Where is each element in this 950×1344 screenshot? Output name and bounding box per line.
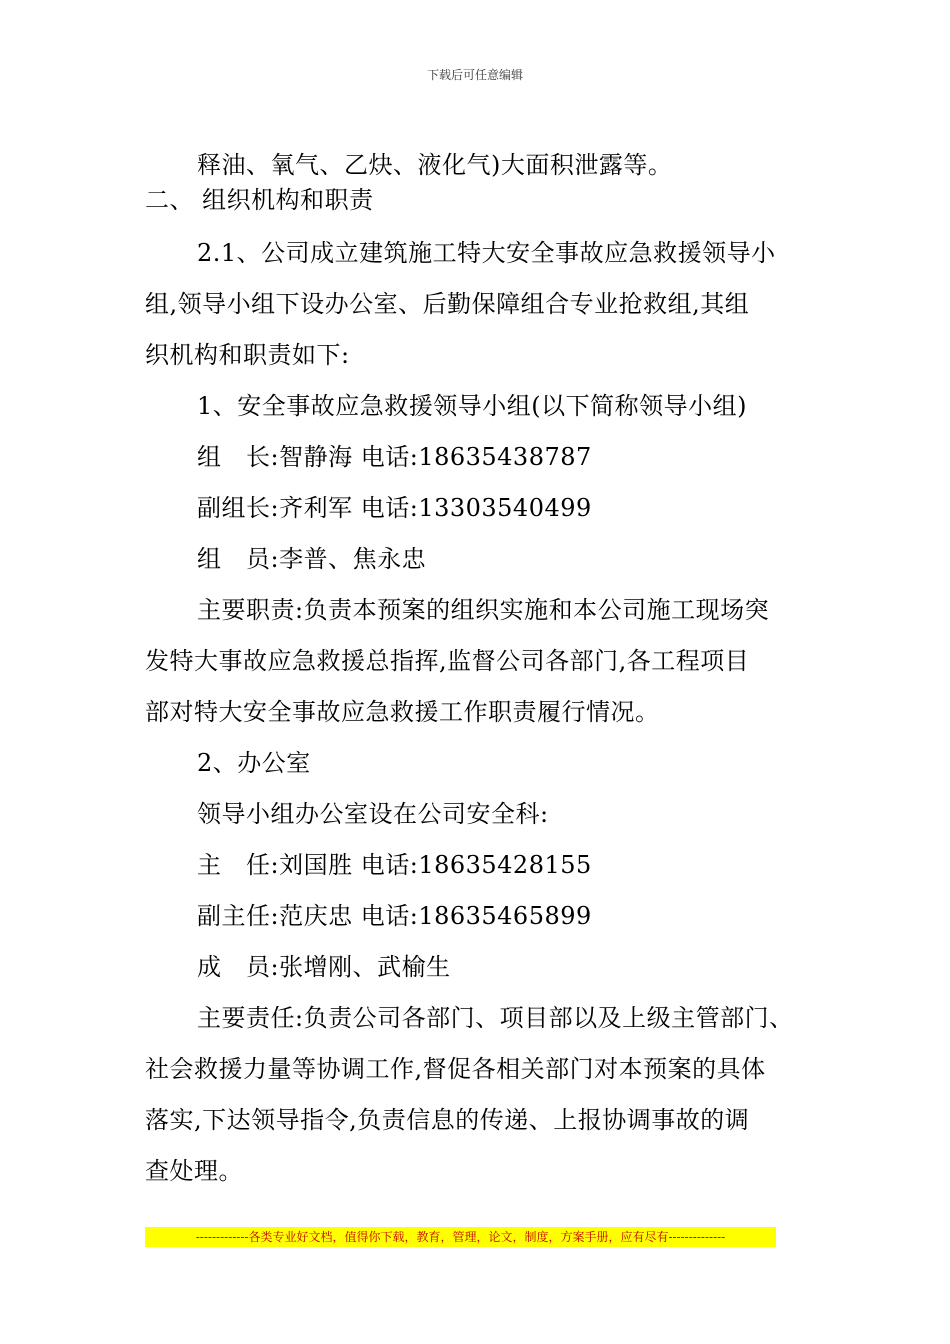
- leader-phone: 电话:18635438787: [360, 443, 592, 471]
- leader-row: [197, 442, 592, 472]
- text-line: 释油、氧气、乙炔、液化气)大面积泄露等。: [197, 151, 673, 179]
- leader-name: 组 长:智静海: [197, 443, 353, 471]
- deputy-director-name: 副主任:范庆忠: [197, 902, 353, 930]
- text-line: 织机构和职责如下:: [145, 341, 350, 369]
- director-name: 主 任:刘国胜: [197, 851, 353, 879]
- deputy-leader-phone: 电话:13303540499: [360, 494, 592, 522]
- text-line: 主要职责:负责本预案的组织实施和本公司施工现场突: [197, 596, 770, 624]
- text-line: 领导小组办公室设在公司安全科:: [197, 800, 549, 828]
- subheading: 2、办公室: [197, 749, 311, 777]
- members-row: 组 员:李普、焦永忠: [197, 545, 427, 573]
- text-line: 部对特大安全事故应急救援工作职责履行情况。: [145, 698, 660, 726]
- section-heading: 二、 组织机构和职责: [145, 186, 374, 214]
- subheading: 1、安全事故应急救援领导小组(以下简称领导小组): [197, 392, 747, 420]
- text-line: 社会救援力量等协调工作,督促各相关部门对本预案的具体: [145, 1055, 766, 1083]
- page-footer-banner: -------------各类专业好文档，值得你下载，教育，管理，论文，制度，方案手册，应有尽有--------------: [145, 1227, 776, 1247]
- deputy-director-row: [197, 901, 592, 931]
- deputy-leader-name: 副组长:齐利军: [197, 494, 353, 522]
- text-line: 查处理。: [145, 1157, 243, 1185]
- director-phone: 电话:18635428155: [360, 851, 592, 879]
- text-line: 2.1、公司成立建筑施工特大安全事故应急救援领导小: [197, 239, 776, 267]
- director-row: [197, 850, 592, 880]
- deputy-director-phone: 电话:18635465899: [360, 902, 592, 930]
- text-line: 主要责任:负责公司各部门、项目部以及上级主管部门、: [197, 1004, 794, 1032]
- text-line: 落实,下达领导指令,负责信息的传递、上报协调事故的调: [145, 1106, 750, 1134]
- text-line: 发特大事故应急救援总指挥,监督公司各部门,各工程项目: [145, 647, 750, 675]
- text-line: 组,领导小组下设办公室、后勤保障组合专业抢救组,其组: [145, 290, 750, 318]
- deputy-leader-row: [197, 493, 592, 523]
- office-members-row: 成 员:张增刚、武榆生: [197, 953, 451, 981]
- page-header: 下载后可任意编辑: [426, 68, 523, 82]
